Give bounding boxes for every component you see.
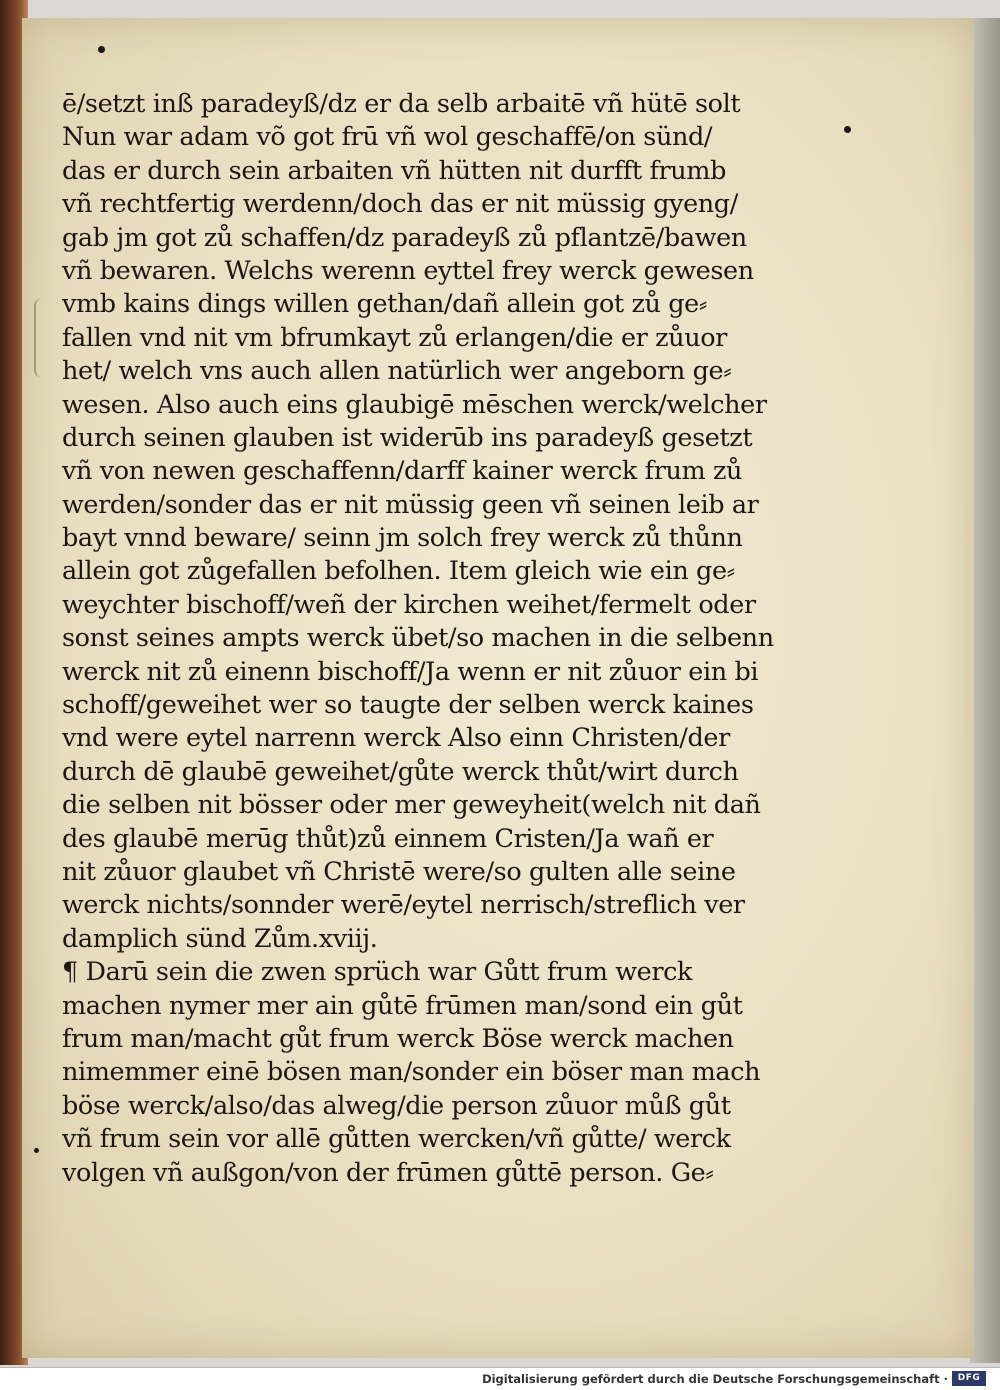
text-line: het/ welch vns auch allen natürlich wer angeborn ge⸗ [62, 356, 732, 387]
ink-dot [98, 46, 105, 53]
text-line: damplich sünd Zům.xviij. [62, 923, 378, 954]
text-line: bayt vnnd beware/ seinn jm solch frey werck zů thůnn [62, 523, 743, 554]
text-line: werck nit zů einenn bischoff/Ja wenn er nit zůuor ein bi [62, 656, 759, 687]
text-line: durch seinen glauben ist widerūb ins paradeyß gesetzt [62, 422, 753, 453]
funding-notice: Digitalisierung gefördert durch die Deutsche Forschungsgemeinschaft · [482, 1372, 948, 1386]
page-text-block [62, 88, 807, 1190]
text-line: nimemmer einē bösen man/sonder ein böser man mach [62, 1057, 761, 1088]
text-line: volgen vñ außgon/von der frūmen gůttē person. Ge⸗ [62, 1157, 714, 1188]
text-line: weychter bischoff/weñ der kirchen weihet/fermelt oder [62, 589, 756, 620]
ink-dot [34, 1148, 39, 1153]
text-line: des glaubē merūg thůt)zů einnem Cristen/Ja wañ er [62, 823, 714, 854]
ink-dot [844, 126, 851, 133]
text-line: vñ rechtfertig werdenn/doch das er nit müssig gyeng/ [62, 189, 738, 220]
text-line: fallen vnd nit vm bfrumkayt zů erlangen/die er zůuor [62, 322, 727, 353]
text-line: frum man/macht gůt frum werck Böse werck machen [62, 1023, 734, 1054]
text-line: die selben nit bösser oder mer geweyheit(welch nit dañ [62, 790, 761, 821]
text-line: ē/setzt inß paradeyß/dz er da selb arbaitē vñ hütē solt [62, 89, 741, 119]
text-line: werck nichts/sonnder werē/eytel nerrisch/streflich ver [62, 890, 745, 921]
text-line: vñ bewaren. Welchs werenn eyttel frey werck gewesen [62, 255, 754, 286]
text-line: das er durch sein arbaiten vñ hütten nit durfft frumb [62, 155, 727, 186]
dfg-logo-icon: DFG [952, 1371, 986, 1386]
text-line: schoff/geweihet wer so taugte der selben werck kaines [62, 690, 754, 721]
text-line: wesen. Also auch eins glaubigē mēschen werck/welcher [62, 389, 767, 420]
page-edge-shadow [970, 18, 1000, 1363]
text-line: vnd were eytel narrenn werck Also einn Christen/der [62, 723, 730, 754]
text-line: Nun war adam võ got frū vñ wol geschaffē/on sünd/ [62, 122, 713, 153]
text-line: werden/sonder das er nit müssig geen vñ seinen leib ar [62, 489, 759, 520]
text-line: ¶ Darū sein die zwen sprüch war Gůtt frum werck [62, 957, 693, 988]
text-line: vñ von newen geschaffenn/darff kainer werck frum zů [62, 456, 743, 487]
text-line: nit zůuor glaubet vñ Christē were/so gulten alle seine [62, 856, 736, 887]
text-line: böse werck/also/das alweg/die person zůuor můß gůt [62, 1090, 731, 1121]
text-line: machen nymer mer ain gůtē frūmen man/sond ein gůt [62, 990, 743, 1021]
text-line: vñ frum sein vor allē gůtten wercken/vñ gůtte/ werck [62, 1124, 731, 1155]
text-line: sonst seines ampts werck übet/so machen in die selbenn [62, 623, 774, 654]
footer-bar [0, 1367, 1000, 1390]
margin-ink-mark [34, 298, 50, 378]
text-line: allein got zůgefallen befolhen. Item gleich wie ein ge⸗ [62, 556, 735, 587]
text-line: gab jm got zů schaffen/dz paradeyß zů pflantzē/bawen [62, 222, 747, 253]
text-line: vmb kains dings willen gethan/dañ allein got zů ge⸗ [62, 289, 707, 320]
book-page [22, 18, 974, 1358]
text-line: durch dē glaubē geweihet/gůte werck thůt/wirt durch [62, 756, 739, 787]
